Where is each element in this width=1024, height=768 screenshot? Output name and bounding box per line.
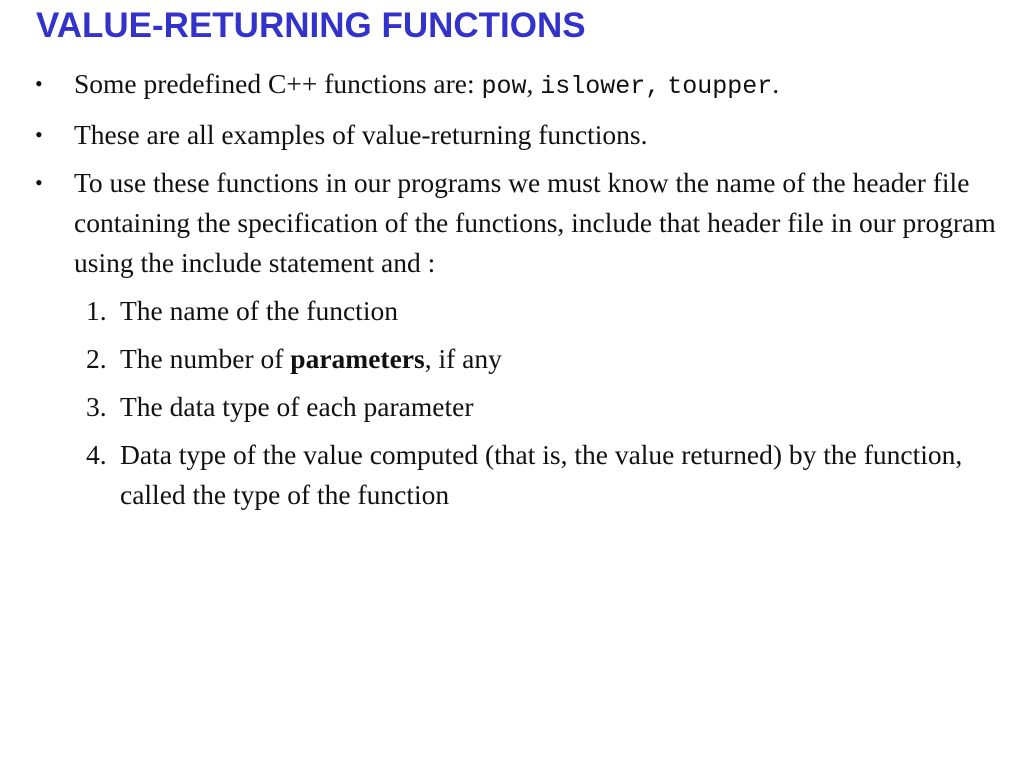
code-toupper: toupper (667, 72, 773, 101)
item-text: The number of (120, 343, 291, 374)
item-number: 4. (86, 439, 107, 470)
item-text: The data type of each parameter (120, 391, 474, 422)
bullet-icon: • (35, 71, 43, 96)
numbered-item (0, 291, 1024, 331)
numbered-item (0, 435, 1024, 515)
bullet-icon: • (35, 170, 43, 195)
slide-body (0, 64, 1024, 523)
numbered-item (0, 339, 1024, 379)
item-text: The name of the function (120, 295, 398, 326)
numbered-item (0, 387, 1024, 427)
item-bold-term: parameters (290, 343, 425, 374)
item-number: 3. (86, 391, 107, 422)
separator: , (526, 68, 541, 99)
item-text: Data type of the value computed (that is, the value returned) by the function, called the type of the function (120, 439, 963, 510)
code-pow: pow (481, 72, 527, 101)
bullet-text: These are all examples of value-returning functions. (74, 119, 648, 150)
slide-title: VALUE-RETURNING FUNCTIONS (36, 6, 586, 45)
bullet-item (0, 115, 1024, 155)
item-number: 1. (86, 295, 107, 326)
bullet-item (0, 64, 1024, 107)
item-number: 2. (86, 343, 107, 374)
bullet-icon: • (35, 122, 43, 147)
bullet-end: . (772, 68, 780, 99)
bullet-item (0, 163, 1024, 283)
item-text: , if any (424, 343, 502, 374)
code-islower: islower, (540, 72, 661, 101)
bullet-text: Some predefined C++ functions are: (74, 68, 482, 99)
bullet-text: To use these functions in our programs we must know the name of the header file containing the specification of the functions, include that header file in our program using the include statement and : (74, 167, 996, 278)
